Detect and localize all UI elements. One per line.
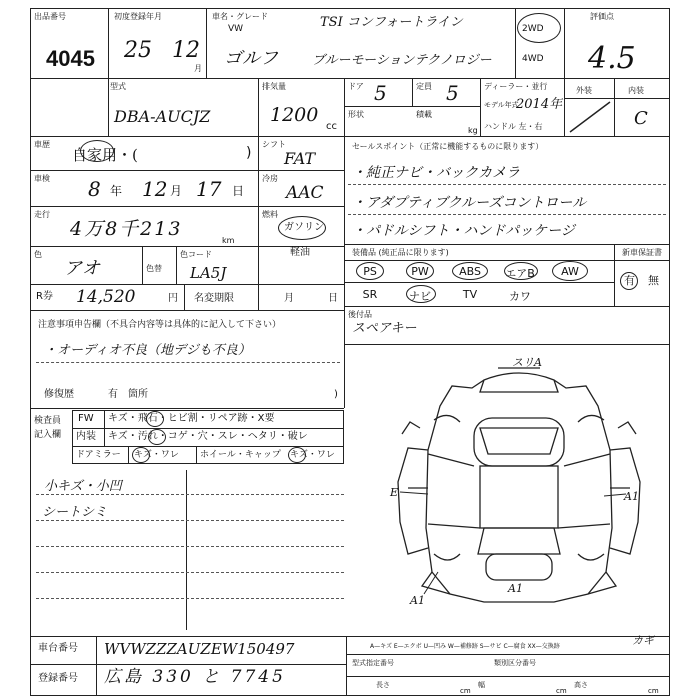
fuel-label: 燃料 [262,210,278,219]
seats-label: 定員 [416,82,432,91]
maker: VW [228,24,244,34]
vin-value: WVWZZZAUZEW150497 [104,640,295,658]
equip-navi: ナビ [409,290,431,303]
notes-line-1: ・オーディオ不良（地デジも不良） [44,343,251,358]
first-reg-year: 25 [124,38,152,63]
model-label: 車名・グレード [212,12,268,21]
diag-mark-sr-a: スリA [512,356,542,369]
fw-text: キズ・飛石・ヒビ割・リペア跡・X要 [108,413,275,424]
wheel-mark [288,447,306,463]
warranty-none: 無 [648,274,659,287]
diag-arrow-e [400,488,430,498]
handle-label: ハンドル 左・右 [484,122,543,131]
first-reg-month: 12 [172,38,200,63]
diag-arrow-a1-right [604,490,628,500]
grade-2: ブルーモーションテクノロジー [312,53,492,68]
shift-label: シフト [262,140,286,149]
damage-legend: A—キズ E—エクボ U—凹み W—補修跡 S—サビ C—腐食 XX—交換跡 [370,643,560,650]
sales-item-1: ・純正ナビ・バックカメラ [352,165,520,181]
name-change-label: 名変期限 [194,293,234,304]
hgt-label: 高さ [574,681,588,689]
name-change-day: 日 [328,293,338,304]
type-label: 型式 [110,82,126,91]
color-code-value: LA5J [190,264,227,282]
name-change-month: 月 [284,293,294,304]
diag-mark-a1-left: A1 [410,594,425,607]
inspector-label: 検査員記入欄 [34,416,62,440]
equip-aw: AW [561,265,579,278]
door-value: 5 [374,81,387,105]
equip-airbag: エアB [505,267,535,280]
exterior-label: 外装 [576,86,592,95]
equip-pw-circle [406,262,434,280]
after-parts-label: 後付品 [348,310,372,319]
wid-unit: cm [556,687,567,695]
mirror-label: ドアミラー [76,450,121,460]
inspection-day: 17 [196,177,222,201]
interior-value: C [634,108,648,129]
warranty-has: 有 [624,274,635,287]
recycle-value: 14,520 [76,287,136,307]
reg-value: 広島 330 と 7745 [104,667,286,687]
new-warranty-label: 新車保証書 [622,248,662,257]
km-unit: km [222,236,235,245]
auction-sheet: 出品番号 4045 初度登録年月 25 12 月 車名・グレード VW ゴルフ TSI コンフォートライン ブルーモーションテクノロジー 2WD 4WD 評価点 4.5 型式 DBA-AUCJZ 排気量 1200 cc ドア 5 定員 5 形状 積載 kg ディーラー・並行 モデル年式 2014年 ハンドル 左・右 外装 内装 C 車歴 自家用・( ) シフト FAT 車検 8 年 12 月 17 日 冷房 AAC 走行 4万8千213 km 燃料 ガソリン 軽油 色 アオ 色替 色コード LA5J R券 14,520 円 名変期限 月 日 セールスポイント（正常に機能するものに限ります） ・純正ナビ・バックカメラ ・アダプティブクルーズコントロール ・パドルシフト・ハンドパッケージ 装備品 (純正品に限ります) 新車保証書 PS PW ABS エアB AW SR ナビ TV カワ 有 無 後付品 スペアキー 注意事項申告欄（不具合内容等は具体的に記入して下さい） ・オーディオ不良（地デジも不良） 修復歴 有 箇所 ) 検査員記入欄 FW キズ・飛石・ヒビ割・リペア跡・X要 内装 キズ・汚れ・コゲ・穴・スレ・ヘタリ・破レ ドアミラー キズ・ワレ ホイール・キャップ キズ・ワレ 小キズ・小凹 シートシミ スリA E A1 A1 A1 車台番号 WVWZZZAUZEW150497 登録番号 広島 330 と 7745 A—キズ E—エクボ U—凹み W—補修跡 S—サビ C—腐食 XX—交換跡 カギ 型式指定番号 類別区分番号 長さ cm 幅 cm 高さ cm [0,0,700,700]
shift-value: FAT [284,149,316,168]
len-unit: cm [460,687,471,695]
cc-label: 排気量 [262,82,286,91]
exterior-slash [566,100,612,134]
equip-airbag-circle [504,262,538,280]
hand-note-2: シートシミ [42,505,108,520]
inspection-month-unit: 月 [170,184,183,198]
usage-label: 車歴 [34,140,50,149]
repair-label: 修復歴 [44,389,74,400]
ac-label: 冷房 [262,174,278,183]
mileage-value: 4万8千213 [70,218,183,240]
sales-title: セールスポイント（正常に機能するものに限ります） [352,142,544,151]
interior-label: 内装 [628,86,644,95]
ac-value: AAC [286,183,324,203]
load-label: 積載 [416,110,432,119]
diag-mark-e: E [390,486,399,499]
lot-label: 出品番号 [34,12,66,21]
cc-unit: cc [326,121,337,132]
equip-ps: PS [363,265,377,278]
fw-label: FW [78,413,94,424]
equip-sr: SR [362,288,378,301]
inspection-year-unit: 年 [110,184,123,198]
type-value: DBA-AUCJZ [114,107,211,126]
size-label-1: 型式指定番号 [352,659,394,667]
mirror-text: キズ・ワレ [134,450,179,460]
model-name: ゴルフ [224,48,278,69]
drive-2wd: 2WD [522,24,544,34]
interior-insp-text: キズ・汚れ・コゲ・穴・スレ・ヘタリ・破レ [108,431,308,442]
notes-title: 注意事項申告欄（不具合内容等は具体的に記入して下さい） [38,320,282,330]
sales-item-2: ・アダプティブクルーズコントロール [352,195,587,211]
color-value: アオ [64,258,100,279]
fuel-other: 軽油 [290,247,310,258]
hgt-unit: cm [648,687,659,695]
first-reg-month-unit: 月 [194,64,202,73]
drive-4wd: 4WD [522,54,544,64]
model-year-label: モデル年式 [484,101,519,109]
load-unit: kg [468,126,478,135]
warranty-circle [620,272,638,290]
diag-mark-a1-right: A1 [624,490,639,503]
equip-leather: カワ [509,290,531,303]
inspection-label: 車検 [34,174,50,183]
reg-label: 登録番号 [38,673,78,684]
color-label: 色 [34,250,42,259]
grade: TSI コンフォートライン [320,15,463,30]
equip-pw: PW [411,265,429,278]
vin-label: 車台番号 [38,643,78,654]
repair-place: 箇所 [128,389,148,400]
size-label-2: 類別区分番号 [494,659,536,667]
equipment-title: 装備品 (純正品に限ります) [352,248,449,257]
inspection-day-unit: 日 [232,184,245,198]
sales-item-3: ・パドルシフト・ハンドパッケージ [352,223,575,239]
equip-ps-circle [356,262,384,280]
legend-note: カギ [632,634,654,647]
model-year-value: 2014年 [516,97,563,112]
after-parts-value: スペアキー [352,321,417,336]
equip-abs-circle [452,262,488,280]
wheel-label: ホイール・キャップ [200,450,281,460]
recycle-unit: 円 [168,293,178,304]
wid-label: 幅 [478,681,485,689]
fuel-value: ガソリン [284,222,324,233]
shape-label: 形状 [348,110,364,119]
color-code-label: 色コード [180,250,212,259]
mileage-label: 走行 [34,210,50,219]
equip-navi-circle [406,285,436,303]
score: 4.5 [588,41,636,76]
usage-value: 自家用・( [72,146,138,164]
recycle-label: R券 [36,291,53,302]
door-label: ドア [348,82,364,91]
lot-number: 4045 [46,46,95,71]
inspection-year: 8 [88,177,101,201]
equip-abs: ABS [459,265,481,278]
len-label: 長さ [376,681,390,689]
repair-has: 有 [108,389,118,400]
equip-tv: TV [462,288,478,301]
fw-mark [146,411,164,427]
diag-mark-a1-bottom: A1 [508,582,523,595]
first-reg-label: 初度登録年月 [114,12,162,21]
seats-value: 5 [446,81,459,105]
interior-mark [148,429,166,445]
mirror-mark [132,447,150,463]
wheel-text: キズ・ワレ [290,450,335,460]
score-label: 評価点 [590,12,614,21]
diag-arrow-a1-left [422,570,442,596]
interior-insp-label: 内装 [76,431,96,442]
cc-value: 1200 [270,104,319,126]
dealer-label: ディーラー・並行 [484,82,548,91]
equip-aw-circle [552,261,588,281]
hand-note-1: 小キズ・小凹 [44,479,122,494]
inspection-month: 12 [142,177,168,201]
color-change-label: 色替 [146,264,162,273]
